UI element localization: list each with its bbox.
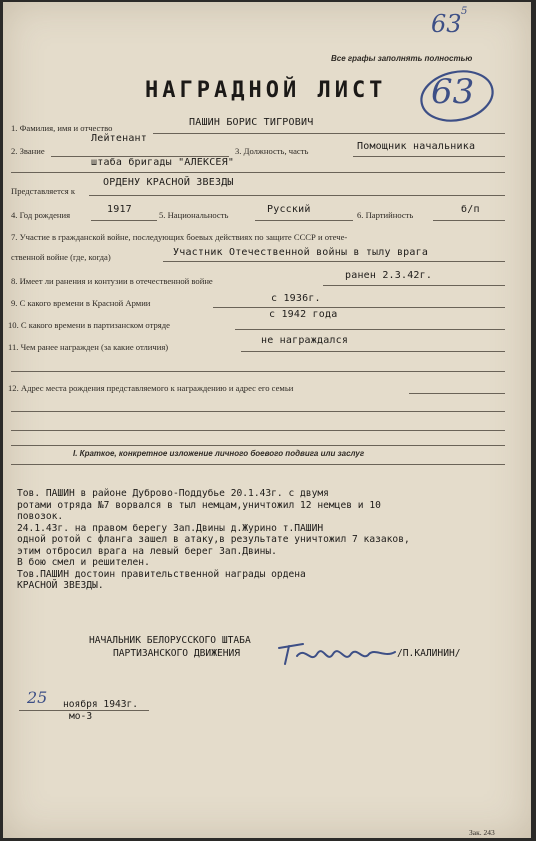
archive-number: 63 (431, 10, 462, 38)
represented-value: ОРДЕНУ КРАСНОЙ ЗВЕЗДЫ (103, 177, 234, 188)
field-5-label: 5. Национальность (159, 210, 229, 220)
field-4-rule (91, 220, 157, 221)
field-3-label: 3. Должность, часть (235, 146, 309, 156)
section-top-rule (11, 445, 505, 446)
field-8-value: ранен 2.3.42г. (345, 270, 433, 281)
field-2-value: Лейтенант (91, 133, 147, 144)
field-12-rule-2 (11, 411, 505, 412)
award-sheet-page (3, 2, 531, 838)
blue-circled-number: 63 (431, 72, 475, 112)
field-12-label: 12. Адрес места рождения представляемого к награждению и адрес его семьи (8, 383, 294, 393)
field-12-rule-3 (11, 430, 505, 431)
field-1-label: 1. Фамилия, имя и отчество (11, 123, 113, 133)
field-10-rule (235, 329, 505, 330)
field-6-rule (433, 220, 505, 221)
order-number: Зак. 243 (469, 828, 495, 837)
signatory-title-line1: НАЧАЛЬНИК БЕЛОРУССКОГО ШТАБА (89, 635, 251, 646)
narrative-line: Тов.ПАШИН достоин правительственной награды ордена (17, 568, 306, 580)
field-12-rule-1 (409, 393, 505, 394)
field-9-rule (213, 307, 505, 308)
field-8-rule (323, 285, 505, 286)
field-6-label: 6. Партийность (357, 210, 414, 220)
field-2-cont-rule (11, 172, 505, 173)
field-9-value: с 1936г. (271, 293, 321, 304)
field-5-value: Русский (267, 204, 311, 215)
all-fields-note: Все графы заполнять полностью (331, 54, 473, 63)
field-7-label-line2: ственной войне (где, когда) (11, 252, 111, 262)
narrative-block (17, 488, 527, 592)
narrative-line: этим отбросил врага на левый берег Зап.Двины. (17, 545, 277, 557)
signature-mark (275, 638, 399, 668)
field-3-rule (353, 156, 505, 157)
date-day: 25 (27, 688, 48, 707)
section-bottom-rule (11, 464, 505, 465)
narrative-line: 24.1.43г. на правом берегу Зап.Двины д.Журино т.ПАШИН (17, 522, 324, 534)
field-4-label: 4. Год рождения (11, 210, 71, 220)
field-8-label: 8. Имеет ли ранения и контузии в отечественной войне (11, 276, 213, 286)
represented-label: Представляется к (11, 186, 76, 196)
page-title: НАГРАДНОЙ ЛИСТ (145, 78, 387, 103)
narrative-line: Тов. ПАШИН в районе Дуброво-Поддубье 20.1.43г. с двумя (17, 488, 329, 499)
field-3-value: Помощник начальника (357, 141, 476, 152)
date-rest: ноября 1943г. (63, 699, 139, 710)
narrative-line: повозок. (17, 511, 64, 522)
field-7-rule (163, 261, 505, 262)
narrative-line: КРАСНОЙ ЗВЕЗДЫ. (17, 580, 104, 591)
field-10-value: с 1942 года (269, 309, 338, 320)
field-4-value: 1917 (107, 204, 132, 215)
narrative-line: одной ротой с фланга зашел в атаку,в результате уничтожил 7 казаков, (17, 534, 410, 545)
field-2-continued: штаба бригады "АЛЕКСЕЯ" (91, 157, 235, 168)
archive-number-small: 5 (461, 6, 468, 17)
field-11-label: 11. Чем ранее награжден (за какие отличия) (8, 342, 169, 352)
section-heading: I. Краткое, конкретное изложение личного боевого подвига или заслуг (73, 449, 365, 458)
field-7-value: Участник Отечественной войны в тылу врага (173, 247, 429, 258)
field-2-label: 2. Звание (11, 146, 45, 156)
signatory-name: /П.КАЛИНИН/ (397, 648, 461, 659)
narrative-line: ротами отряда №7 ворвался в тыл немцам,уничтожил 12 немцев и 10 (17, 499, 381, 511)
field-10-label: 10. С какого времени в партизанском отряде (8, 320, 170, 330)
signatory-title-line2: ПАРТИЗАНСКОГО ДВИЖЕНИЯ (113, 648, 241, 659)
field-11-value: не награждался (261, 335, 349, 346)
narrative-line: В бою смел и решителен. (17, 557, 150, 568)
field-1-value: ПАШИН БОРИС ТИГРОВИЧ (189, 117, 314, 128)
field-6-value: б/п (461, 204, 480, 215)
field-1-rule (153, 133, 505, 134)
form-code: мо-3 (69, 711, 93, 722)
field-11-extra-rule (11, 371, 505, 372)
field-11-rule (241, 351, 505, 352)
represented-rule (89, 195, 505, 196)
field-7-label-line1: 7. Участие в гражданской войне, последующих боевых действиях по защите СССР и отече- (11, 232, 348, 242)
field-5-rule (255, 220, 353, 221)
field-9-label: 9. С какого времени в Красной Армии (11, 298, 151, 308)
